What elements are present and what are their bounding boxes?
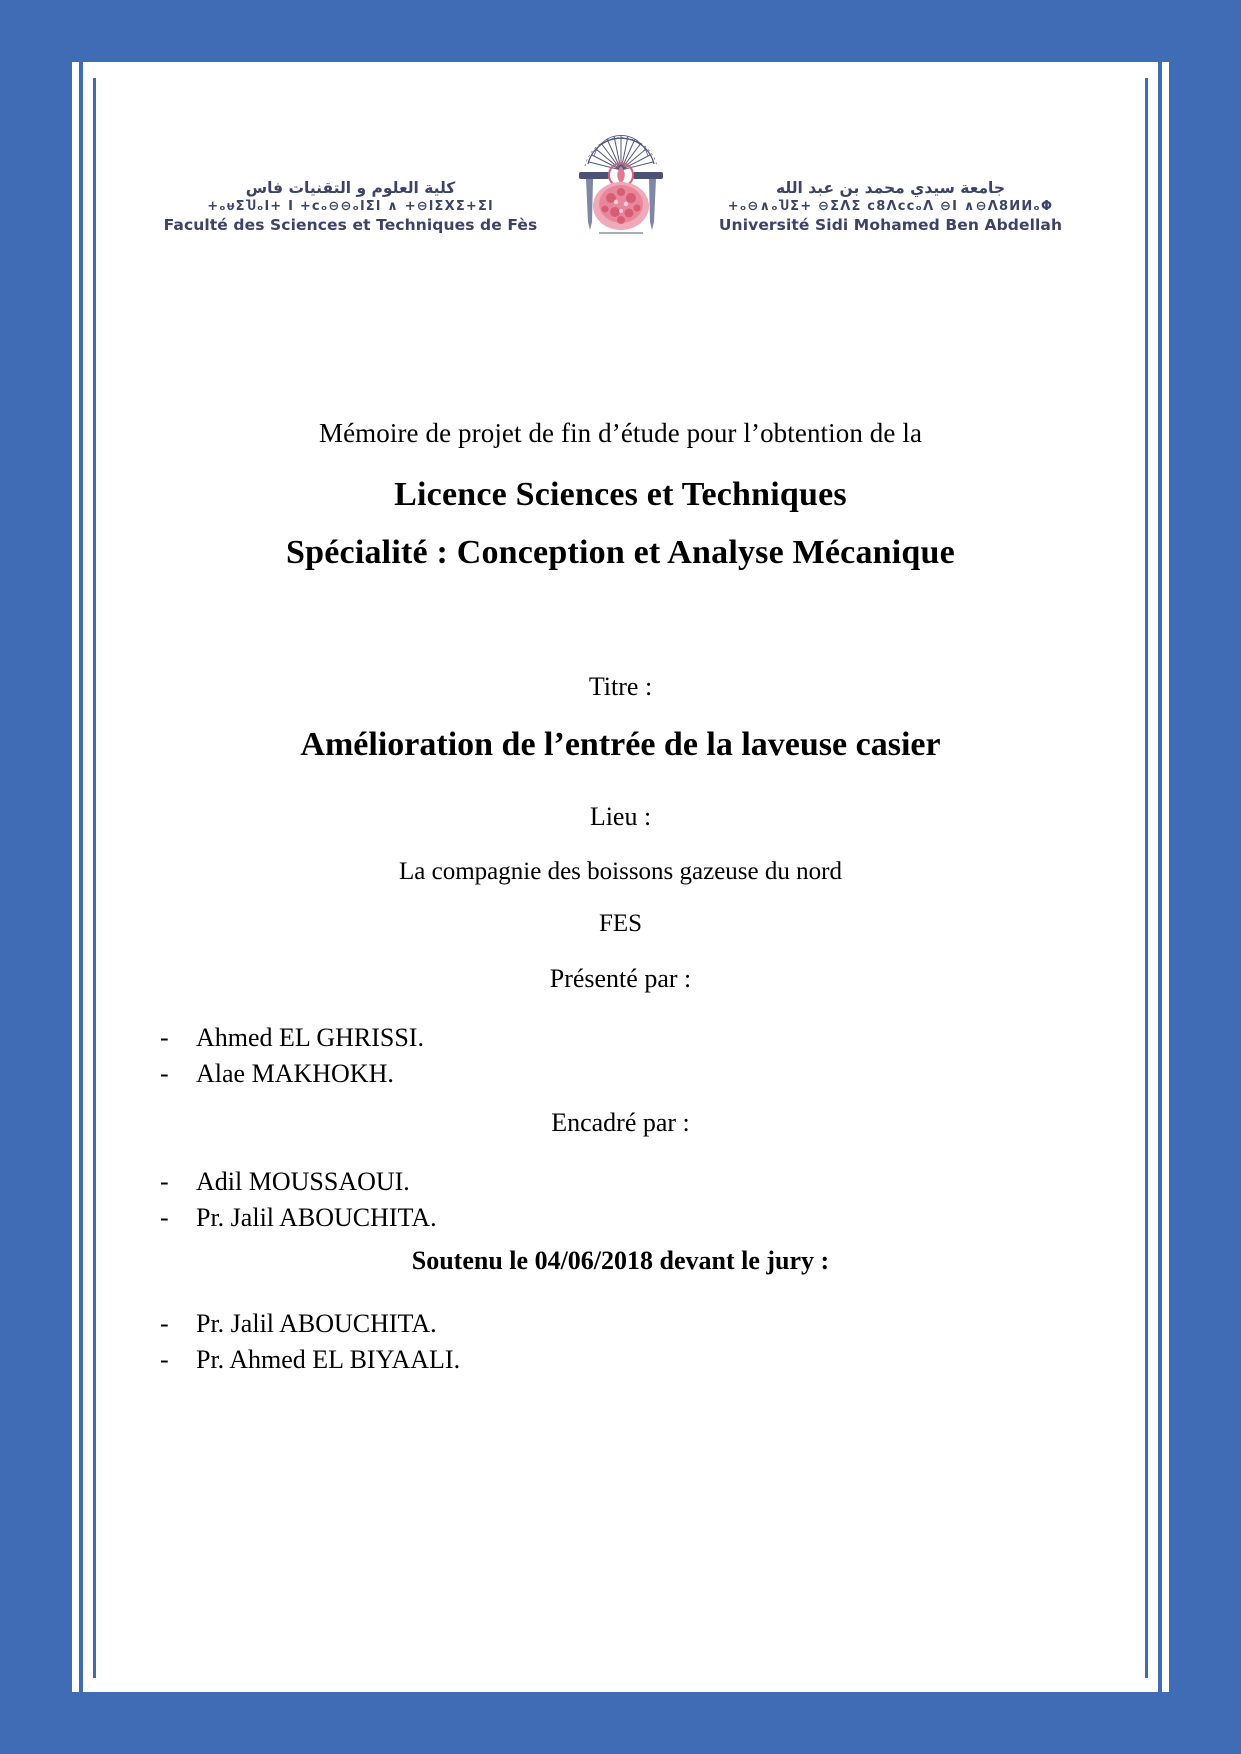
frame-rule-right: [1158, 62, 1162, 1692]
list-item: [160, 1164, 960, 1200]
page-header: [96, 126, 1145, 238]
authors-list: [160, 1020, 960, 1092]
place-label-row: [96, 802, 1145, 832]
bullet-dash: -: [160, 1023, 169, 1052]
usmba-crest-icon: [569, 126, 673, 238]
usmba-logo: [691, 179, 1091, 238]
place-city-row: [96, 910, 1145, 938]
intro-line: Mémoire de projet de fin d’étude pour l’obtention de la: [318, 418, 923, 448]
presented-label-row: [96, 964, 1145, 994]
presented-label: Présenté par :: [549, 964, 692, 993]
defense-line: Soutenu le 04/06/2018 devant le jury :: [411, 1246, 830, 1275]
degree-title: Licence Sciences et Techniques: [394, 476, 847, 513]
jury-member-name: Pr. Jalil ABOUCHITA.: [196, 1309, 437, 1338]
usmba-logo-tifinagh: +ₒ⊖∧ₒႮΣ+ ⊖ΣΛΣ ᴄ8ΛᴄᴄₒΛ ⊖I ∧⊖Λ8ИИₒΦ: [727, 199, 1054, 215]
list-item: [160, 1342, 960, 1378]
bullet-dash: -: [160, 1344, 169, 1374]
supervised-label-row: [96, 1108, 1145, 1138]
frame-rule-left: [79, 62, 83, 1692]
frame-bar-right: [1169, 62, 1241, 1692]
bullet-dash: -: [160, 1202, 169, 1232]
project-title-row: [96, 726, 1145, 764]
jury-member-name: Pr. Ahmed EL BIYAALI.: [196, 1344, 461, 1374]
bullet-dash: -: [160, 1309, 169, 1338]
defense-line-row: [96, 1246, 1145, 1276]
bullet-dash: -: [160, 1058, 169, 1088]
usmba-logo-arabic: جامعة سيدي محمد بن عبد الله: [775, 179, 1006, 198]
fst-fes-logo: [151, 179, 551, 238]
intro-line-row: [96, 418, 1145, 449]
speciality-row: [96, 534, 1145, 572]
place-city: FES: [598, 910, 643, 937]
fst-fes-logo-tifinagh: +ₒᵾΣႮₒl+ I +ᴄₒ⊖⊖ₒlΣl ∧ +⊖lΣXΣ+Σl: [207, 199, 494, 215]
list-item: [160, 1056, 960, 1092]
author-name: Ahmed EL GHRISSI.: [196, 1023, 424, 1052]
supervisors-list: [160, 1164, 960, 1236]
degree-row: [96, 476, 1145, 514]
list-item: [160, 1020, 960, 1056]
supervised-label: Encadré par :: [551, 1108, 690, 1137]
frame-bar-bottom: [0, 1692, 1241, 1754]
cover-page: [96, 78, 1145, 1678]
frame-bar-top: [0, 0, 1241, 62]
frame-rule-inner-right: [1145, 78, 1148, 1678]
title-label: Titre :: [588, 672, 653, 701]
place-label: Lieu :: [589, 802, 652, 831]
place-name: La compagnie des boissons gazeuse du nord: [399, 858, 842, 885]
speciality-title: Spécialité : Conception et Analyse Mécanique: [286, 534, 955, 571]
supervisor-name: Adil MOUSSAOUI.: [196, 1167, 410, 1196]
fst-fes-logo-arabic: كلية العلوم و التقنيات فاس: [245, 179, 456, 198]
usmba-logo-french: Université Sidi Mohamed Ben Abdellah: [718, 215, 1063, 234]
bullet-dash: -: [160, 1167, 169, 1196]
list-item: [160, 1306, 960, 1342]
fst-fes-logo-french: Faculté des Sciences et Techniques de Fès: [163, 215, 538, 234]
frame-bar-left: [0, 62, 72, 1692]
author-name: Alae MAKHOKH.: [196, 1058, 394, 1088]
jury-list: [160, 1306, 960, 1378]
project-title: Amélioration de l’entrée de la laveuse casier: [300, 726, 941, 763]
place-name-row: [96, 858, 1145, 886]
supervisor-name: Pr. Jalil ABOUCHITA.: [196, 1202, 437, 1232]
list-item: [160, 1200, 960, 1236]
title-label-row: [96, 672, 1145, 702]
